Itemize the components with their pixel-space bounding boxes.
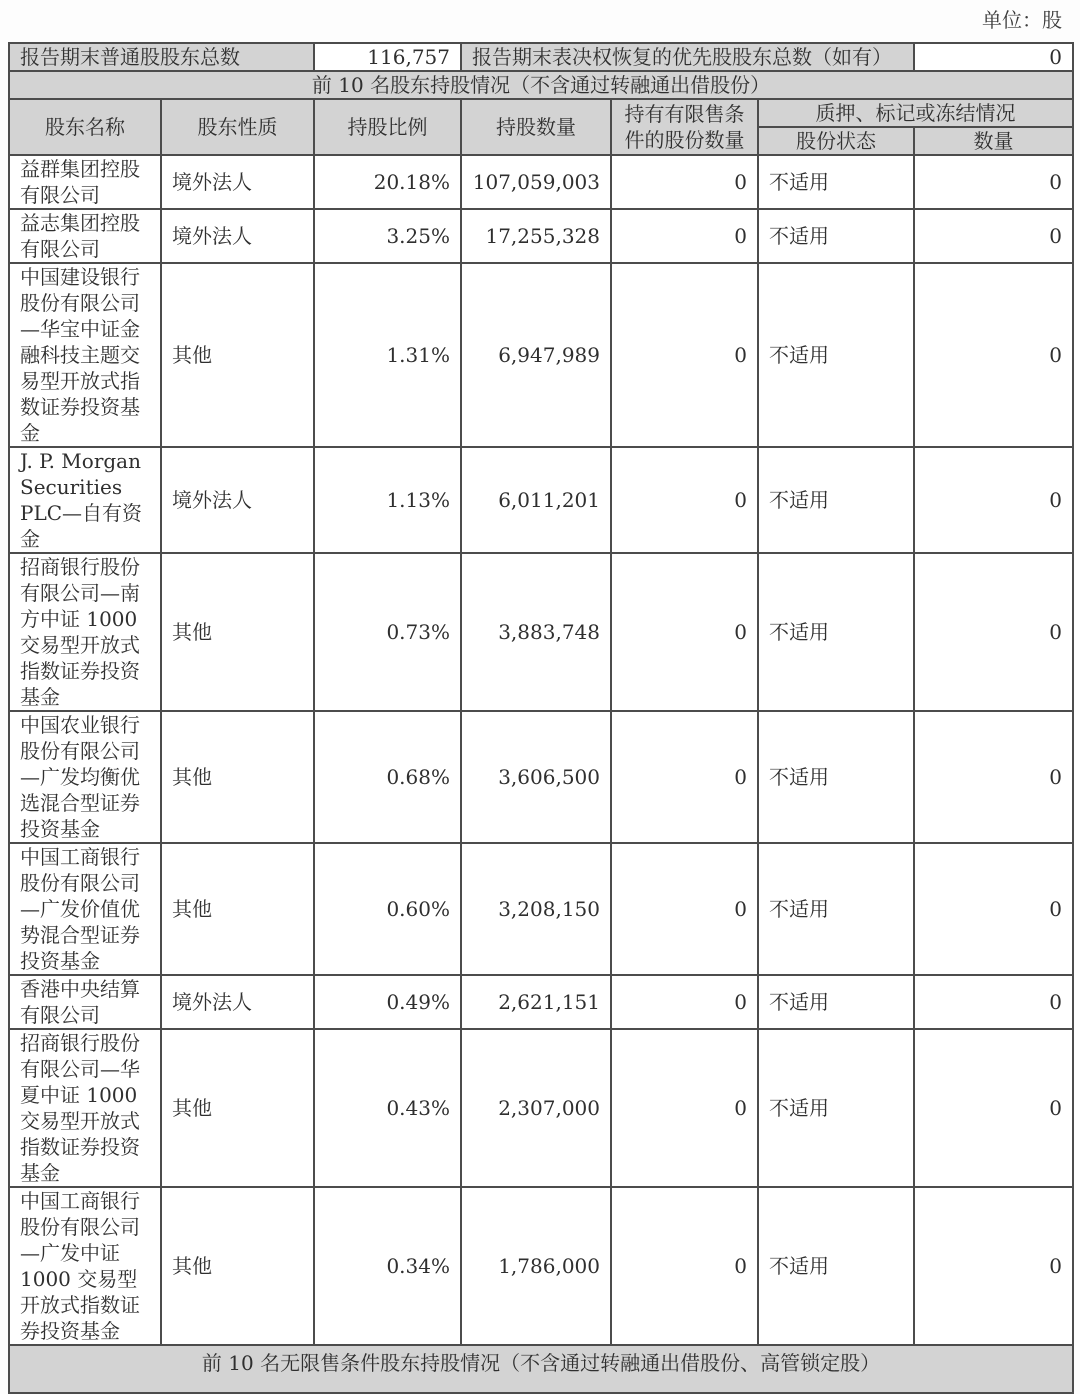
table-row: [9, 843, 1073, 975]
pledge-qty: 0: [914, 711, 1073, 843]
pledge-qty: 0: [914, 1187, 1073, 1345]
shareholder-nature: 境外法人: [161, 155, 314, 209]
restricted-shares: 0: [611, 263, 758, 447]
holding-shares: 6,947,989: [461, 263, 611, 447]
shareholder-name: 招商银行股份有限公司—南方中证 1000 交易型开放式指数证券投资基金: [9, 553, 161, 711]
pledge-status: 不适用: [758, 447, 914, 553]
table-row: [9, 1187, 1073, 1345]
table-row: [9, 711, 1073, 843]
shareholder-nature: 其他: [161, 553, 314, 711]
col-header-pledge-qty: 数量: [914, 127, 1073, 155]
pledge-status: 不适用: [758, 711, 914, 843]
holding-ratio: 20.18%: [314, 155, 461, 209]
pledge-status: 不适用: [758, 263, 914, 447]
pledge-status: 不适用: [758, 1187, 914, 1345]
restricted-shares: 0: [611, 843, 758, 975]
table-row: [9, 263, 1073, 447]
holding-shares: 3,208,150: [461, 843, 611, 975]
holding-ratio: 0.73%: [314, 553, 461, 711]
section-title: 前 10 名股东持股情况（不含通过转融通出借股份）: [9, 71, 1073, 99]
pledge-qty: 0: [914, 155, 1073, 209]
table-row: [9, 975, 1073, 1029]
pledge-status: 不适用: [758, 843, 914, 975]
restricted-shares: 0: [611, 711, 758, 843]
shareholder-nature: 其他: [161, 1029, 314, 1187]
shareholder-nature: 其他: [161, 263, 314, 447]
shareholder-name: 中国工商银行股份有限公司—广发中证 1000 交易型开放式指数证券投资基金: [9, 1187, 161, 1345]
pledge-qty: 0: [914, 447, 1073, 553]
table-row: [9, 209, 1073, 263]
summary-row: [9, 43, 1073, 71]
holding-ratio: 0.60%: [314, 843, 461, 975]
preferred-holders-label: 报告期末表决权恢复的优先股股东总数（如有）: [461, 43, 914, 71]
preferred-holders-value: 0: [914, 43, 1073, 71]
col-header-nature: 股东性质: [161, 99, 314, 155]
shareholder-name: 招商银行股份有限公司—华夏中证 1000 交易型开放式指数证券投资基金: [9, 1029, 161, 1187]
holding-ratio: 1.13%: [314, 447, 461, 553]
holding-shares: 17,255,328: [461, 209, 611, 263]
shareholder-name: 中国建设银行股份有限公司—华宝中证金融科技主题交易型开放式指数证券投资基金: [9, 263, 161, 447]
unit-label: 单位：股: [982, 8, 1062, 32]
col-header-shares: 持股数量: [461, 99, 611, 155]
ordinary-holders-label: 报告期末普通股股东总数: [9, 43, 314, 71]
pledge-status: 不适用: [758, 209, 914, 263]
pledge-status: 不适用: [758, 975, 914, 1029]
holding-shares: 2,307,000: [461, 1029, 611, 1187]
holding-shares: 6,011,201: [461, 447, 611, 553]
shareholder-nature: 其他: [161, 1187, 314, 1345]
shareholder-nature: 其他: [161, 711, 314, 843]
shareholder-name: 香港中央结算有限公司: [9, 975, 161, 1029]
holding-shares: 3,606,500: [461, 711, 611, 843]
restricted-shares: 0: [611, 155, 758, 209]
holding-shares: 2,621,151: [461, 975, 611, 1029]
section-title-row: [9, 71, 1073, 99]
shareholder-nature: 其他: [161, 843, 314, 975]
col-header-pledge-status: 股份状态: [758, 127, 914, 155]
holding-ratio: 0.43%: [314, 1029, 461, 1187]
pledge-status: 不适用: [758, 553, 914, 711]
holding-shares: 1,786,000: [461, 1187, 611, 1345]
col-header-pledge-group: 质押、标记或冻结情况: [758, 99, 1073, 127]
holding-shares: 3,883,748: [461, 553, 611, 711]
shareholder-name: 中国工商银行股份有限公司—广发价值优势混合型证券投资基金: [9, 843, 161, 975]
ordinary-holders-value: 116,757: [314, 43, 461, 71]
header-row-1: [9, 99, 1073, 127]
footer-section-title: 前 10 名无限售条件股东持股情况（不含通过转融通出借股份、高管锁定股）: [9, 1345, 1073, 1393]
holding-shares: 107,059,003: [461, 155, 611, 209]
col-header-restricted: 持有有限售条件的股份数量: [611, 99, 758, 155]
shareholder-nature: 境外法人: [161, 209, 314, 263]
restricted-shares: 0: [611, 1029, 758, 1187]
restricted-shares: 0: [611, 553, 758, 711]
col-header-name: 股东名称: [9, 99, 161, 155]
restricted-shares: 0: [611, 975, 758, 1029]
shareholder-name: 中国农业银行股份有限公司—广发均衡优选混合型证券投资基金: [9, 711, 161, 843]
table-row: [9, 447, 1073, 553]
holding-ratio: 0.34%: [314, 1187, 461, 1345]
col-header-ratio: 持股比例: [314, 99, 461, 155]
restricted-shares: 0: [611, 447, 758, 553]
holding-ratio: 1.31%: [314, 263, 461, 447]
pledge-status: 不适用: [758, 1029, 914, 1187]
pledge-qty: 0: [914, 263, 1073, 447]
shareholders-table: [8, 42, 1074, 1394]
restricted-shares: 0: [611, 1187, 758, 1345]
pledge-status: 不适用: [758, 155, 914, 209]
footer-section-title-row: [9, 1345, 1073, 1393]
pledge-qty: 0: [914, 553, 1073, 711]
pledge-qty: 0: [914, 843, 1073, 975]
restricted-shares: 0: [611, 209, 758, 263]
pledge-qty: 0: [914, 209, 1073, 263]
holding-ratio: 0.68%: [314, 711, 461, 843]
table-row: [9, 1029, 1073, 1187]
shareholder-name: 益群集团控股有限公司: [9, 155, 161, 209]
pledge-qty: 0: [914, 975, 1073, 1029]
shareholder-nature: 境外法人: [161, 975, 314, 1029]
shareholder-name: J. P. Morgan Securities PLC—自有资金: [9, 447, 161, 553]
holding-ratio: 0.49%: [314, 975, 461, 1029]
shareholder-name: 益志集团控股有限公司: [9, 209, 161, 263]
shareholder-nature: 境外法人: [161, 447, 314, 553]
pledge-qty: 0: [914, 1029, 1073, 1187]
holding-ratio: 3.25%: [314, 209, 461, 263]
table-row: [9, 553, 1073, 711]
table-row: [9, 155, 1073, 209]
